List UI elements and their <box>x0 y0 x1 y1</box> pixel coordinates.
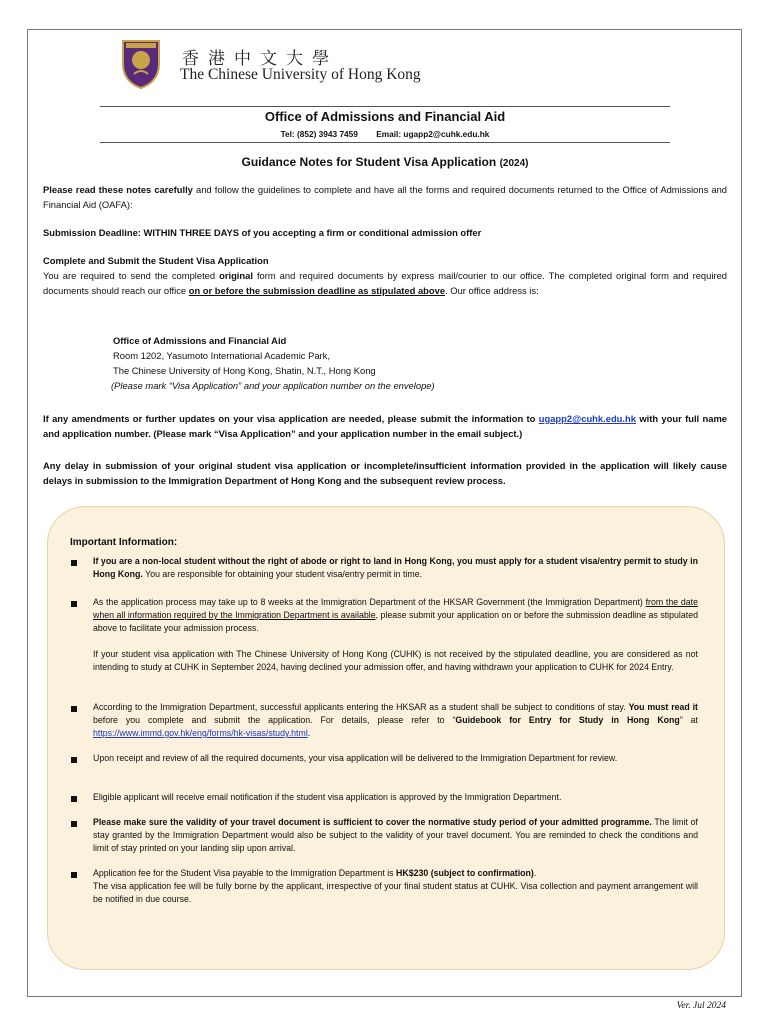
address-line-1: Office of Admissions and Financial Aid <box>113 335 287 346</box>
submit-paragraph <box>43 269 727 299</box>
submit-heading: Complete and Submit the Student Visa Application <box>43 255 269 266</box>
university-chinese-name: 香港中文大學 <box>182 49 338 69</box>
intro-paragraph <box>43 183 727 213</box>
intro-bold: Please read these notes carefully <box>43 184 193 195</box>
item3-text-3: ” at <box>679 715 698 725</box>
bullet-icon <box>71 560 77 566</box>
item6-bold: Please make sure the validity of your travel document is sufficient to cover the normative study period of your admitted programme. <box>93 817 652 827</box>
important-item-4: Upon receipt and review of all the required documents, your visa application will be delivered to the Immigration Department for review. <box>93 753 618 763</box>
version-label: Ver. Jul 2024 <box>676 1001 726 1011</box>
item3-bold-2: Guidebook for Entry for Study in Hong Kong <box>455 715 680 725</box>
bullet-icon <box>71 821 77 827</box>
document-title <box>0 155 770 169</box>
tel-text: Tel: (852) 3943 7459 <box>280 129 358 139</box>
office-title: Office of Admissions and Financial Aid <box>264 109 506 124</box>
submit-text-3: . Our office address is: <box>445 284 539 296</box>
item2-text-1: As the application process may take up to 8 weeks at the Immigration Department of the HKSAR Government (the Immigration Department) <box>93 597 646 607</box>
item2-underline: from the date when all information required by the Immigration Department is available <box>93 597 698 620</box>
address-line-4: (Please mark “Visa Application” and your application number on the envelope) <box>111 380 435 391</box>
important-item-7-para: The visa application fee will be fully borne by the applicant, irrespective of your final student status at CUHK. Visa collection and payment arrangement will be notified in due course. <box>93 881 698 904</box>
contact-line <box>0 129 770 139</box>
bullet-icon <box>71 796 77 802</box>
email-text: Email: ugapp2@cuhk.edu.hk <box>376 129 490 139</box>
submit-text-2: form and required documents by express mail/courier to our office. The completed original form and required documents should reach our office <box>43 270 727 296</box>
item3-text-4: . <box>307 728 311 738</box>
item3-text-1: According to the Immigration Department, successful applicants entering the HKSAR as a student shall be subject to conditions of stay. <box>93 702 629 712</box>
intro-rest: and follow the guidelines to complete and have all the forms and required documents returned to the Office of Admissions and Financial Aid (OAFA): <box>43 184 727 210</box>
item3-bold-1: You must read it <box>628 702 698 712</box>
item7-text-1: Application fee for the Student Visa payable to the Immigration Department is <box>93 868 397 878</box>
header-rule-bottom <box>100 142 670 143</box>
header-rule-top <box>100 106 670 107</box>
title-main: Guidance Notes for Student Visa Application <box>241 155 497 169</box>
bullet-icon <box>71 601 77 607</box>
delay-paragraph: Any delay in submission of your original student visa application or incomplete/insufficient information provided in the application will likely cause delays in submission to the Immigration Department of Hong Kong and the subsequent review process. <box>43 460 727 486</box>
address-line-3: The Chinese University of Hong Kong, Shatin, N.T., Hong Kong <box>113 365 376 376</box>
deadline-line: Submission Deadline: WITHIN THREE DAYS of you accepting a firm or conditional admission offer <box>43 227 482 238</box>
important-item-3 <box>93 701 698 740</box>
title-year: (2024) <box>499 158 529 169</box>
important-item-2-para: If your student visa application with The Chinese University of Hong Kong (CUHK) is not received by the stipulated deadline, you are considered as not intending to study at CUHK in September 2024, having declined your admission offer, and having withdrawn your application to CUHK for 2024 Entry. <box>93 649 698 672</box>
submit-text-1: You are required to send the completed <box>43 270 220 281</box>
item2-text-2: , please submit your application on or before the submission deadline as stipulated above to facilitate your admission process. <box>93 610 698 633</box>
submit-deadline-underline: on or before the submission deadline as stipulated above <box>188 284 446 296</box>
amend-text-2: with your full name and application number. (Please mark “Visa Application” and your application number in the email subject.) <box>43 413 728 439</box>
item7-bold: HK$230 (subject to confirmation) <box>396 868 534 878</box>
important-item-7 <box>93 867 698 880</box>
amend-text-1: If any amendments or further updates on your visa application are needed, please submit the information to <box>43 413 539 424</box>
important-heading: Important Information: <box>70 537 178 548</box>
bullet-icon <box>71 872 77 878</box>
amend-email-link[interactable]: ugapp2@cuhk.edu.hk <box>538 413 636 424</box>
submit-original: original <box>219 270 253 281</box>
item1-rest: You are responsible for obtaining your student visa/entry permit in time. <box>142 569 423 579</box>
important-item-5: Eligible applicant will receive email notification if the student visa application is approved by the Immigration Department. <box>93 792 562 802</box>
cuhk-crest-logo <box>120 38 162 90</box>
bullet-icon <box>71 757 77 763</box>
item7-text-2: . <box>533 868 537 878</box>
university-english-name: The Chinese University of Hong Kong <box>180 66 421 83</box>
important-item-6 <box>93 816 698 855</box>
item1-bold: If you are a non-local student without the right of abode or right to land in Hong Kong, you must apply for a student visa/entry permit to study in Hong Kong. <box>93 556 698 579</box>
bullet-icon <box>71 706 77 712</box>
amend-paragraph <box>43 412 727 442</box>
important-item-2 <box>93 596 698 635</box>
important-item-1 <box>93 555 698 581</box>
address-line-2: Room 1202, Yasumoto International Academic Park, <box>113 350 330 361</box>
immd-guidebook-link[interactable]: https://www.immd.gov.hk/eng/forms/hk-visas/study.html <box>93 728 308 738</box>
item6-rest: The limit of stay granted by the Immigration Department would also be subject to the validity of your travel document. You are reminded to check the conditions and limit of stay printed on your landing slip upon arrival. <box>93 817 698 853</box>
item3-text-2: before you complete and submit the application. For details, please refer to “ <box>93 715 456 725</box>
